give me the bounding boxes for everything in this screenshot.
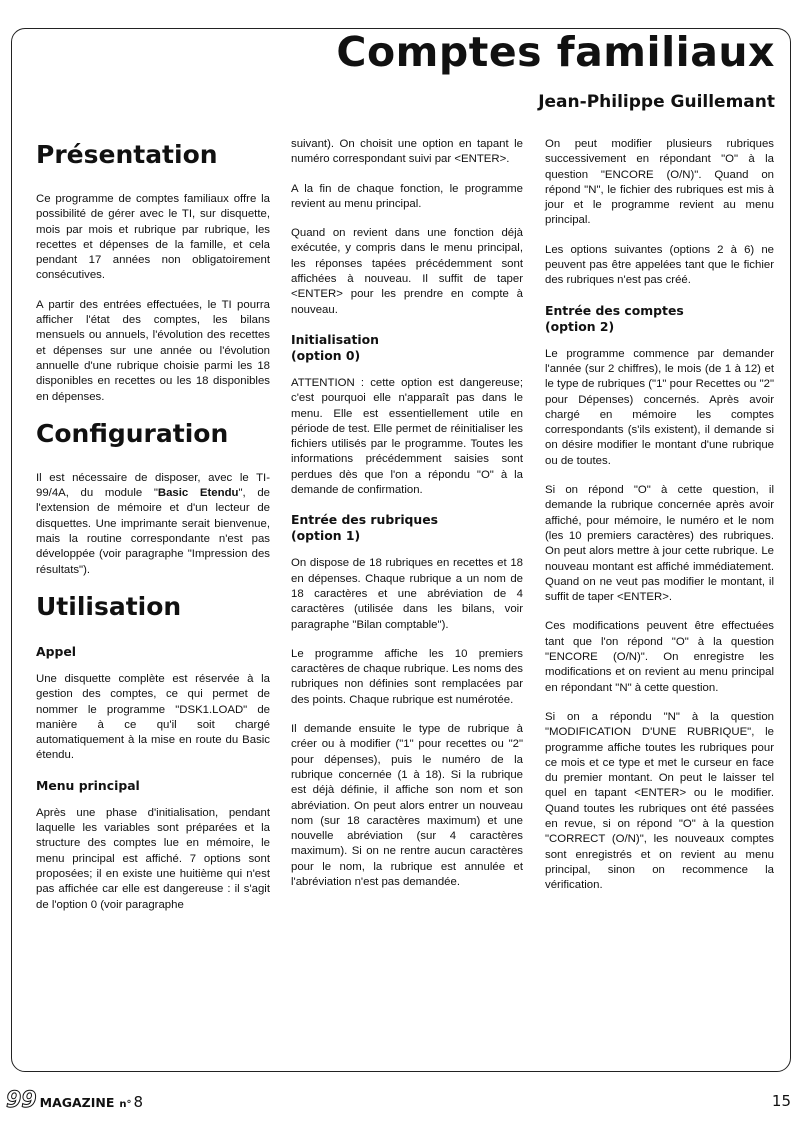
logo-number: 99	[6, 1088, 37, 1113]
paragraph: suivant). On choisit une option en tapant le numéro correspondant suivi par <ENTER>.	[291, 138, 523, 166]
subheading-line: Entrée des comptes	[545, 302, 684, 318]
subheading-entree-comptes	[545, 303, 774, 335]
subheading-line: Entrée des rubriques	[291, 512, 439, 528]
paragraph: Les options suivantes (options 2 à 6) ne peuvent pas être appelées tant que le fichier des rubriques n'est pas créé.	[545, 243, 774, 287]
paragraph: Le programme commence par demander l'année (sur 2 chiffres), le mois (de 1 à 12) et le type de rubriques ("1" pour Recettes ou "2" pour Dépenses) concernés. Après avoir chargé en mémoire les comptes correspondants (s'ils existent), il demande si on désire modifier le montant d'une rubrique ou de toutes.	[545, 347, 774, 467]
paragraph: Une disquette complète est réservée à la gestion des comptes, ce qui permet de nommer le programme "DSK1.LOAD" de manière à ce qu'il soit chargé automatiquement à la mise en route du Basic étendu.	[36, 672, 270, 762]
article-author: Jean-Philippe Guillemant	[538, 92, 775, 112]
paragraph: ATTENTION : cette option est dangereuse; c'est pourquoi elle n'apparaît pas dans le menu. Elle est essentiellement utile en période de test. Elle permet de réinitialiser les fichiers utilisés par le programme. Toutes les informations précédemment saisies sont perdues dès que l'on a répondu "O" à la demande de confirmation.	[291, 376, 523, 497]
column-2	[291, 137, 523, 890]
subheading-line: Initialisation	[291, 331, 379, 347]
subheading-line: (option 2)	[545, 318, 615, 334]
text-run: ", de l'extension de mémoire et d'un lecteur de disquettes. Une imprimante serait bienvenue, mais la routine correspondante n'est pas développée (voir paragraphe "Impression des résultats").	[36, 487, 270, 576]
paragraph: Il demande ensuite le type de rubrique à créer ou à modifier ("1" pour recettes ou "2" pour dépenses), puis le numéro de la rubrique concernée (1 à 18). Si la rubrique est déjà définie, il affiche son nom et son abréviation. On peut alors entrer un nouveau nom (sur 18 caractères maximum) et une nouvelle abréviation (sur 4 caractères maximum). Si on ne rentre aucun caractères pour le nom, la rubrique est annulée et l'abréviation n'est pas demandée.	[291, 723, 523, 888]
page-number: 15	[771, 1092, 791, 1110]
subheading-appel: Appel	[36, 643, 76, 659]
subheading-line: (option 1)	[291, 528, 361, 544]
subheading-menu-principal: Menu principal	[36, 777, 140, 793]
logo-text: MAGAZINE	[39, 1095, 115, 1110]
paragraph: Le programme affiche les 10 premiers caractères de chaque rubrique. Les noms des rubriques non définies sont remplacées par des points. Chaque rubrique est numérotée.	[291, 647, 523, 706]
heading-presentation: Présentation	[36, 140, 218, 169]
paragraph: Si on a répondu "N" à la question "MODIFICATION D'UNE RUBRIQUE", le programme affiche toutes les rubriques pour ce mois et ce type et met le curseur en face du premier montant. On peut le laisser tel quel en tapant <ENTER> ou le modifier. Quand toutes les rubriques ont été passées en revue, si on répond "O" à la question "CORRECT (O/N)", les nouveaux comptes sont enregistrés et on revient au menu principal, sinon on recommence la vérification.	[545, 710, 774, 892]
subheading-initialisation	[291, 332, 523, 364]
magazine-logo	[6, 1088, 143, 1113]
issue-number: 8	[133, 1093, 144, 1111]
column-3	[545, 137, 774, 893]
paragraph: Après une phase d'initialisation, pendant laquelle les variables sont préparées et la structure des comptes lue en mémoire, le menu principal est affiché. 7 options sont proposées; il en existe une huitième qui n'est pas affichée car elle est dangereuse : il s'agit de l'option 0 (voir paragraphe	[36, 806, 270, 911]
article-title: Comptes familiaux	[336, 28, 775, 76]
paragraph: A partir des entrées effectuées, le TI pourra afficher l'état des comptes, les bilans mensuels ou annuels, l'évolution des recettes et dépenses sur une année ou l'évolution annuelle d'une rubrique choisie parmi les 18 disponibles en recettes ou les 18 disponibles en dépenses.	[36, 298, 270, 403]
paragraph: On dispose de 18 rubriques en recettes et 18 en dépenses. Chaque rubrique a un nom de 18 caractères et une abréviation de 4 caractères (utilisée dans les bilans, voir paragraphe "Bilan comptable").	[291, 557, 523, 631]
paragraph: Ce programme de comptes familiaux offre la possibilité de gérer avec le TI, sur disquette, mois par mois et rubrique par rubrique, les recettes et dépenses de la famille, et cela pendant 17 années non obligatoirement consécutives.	[36, 193, 270, 282]
paragraph: On peut modifier plusieurs rubriques successivement en répondant "O" à la question "ENCORE (O/N)". Quand on répond "N", le fichier des rubriques est mis à jour et le programme revient au menu principal.	[545, 138, 774, 227]
paragraph: A la fin de chaque fonction, le programme revient au menu principal.	[291, 182, 523, 210]
module-name: Basic Etendu	[157, 487, 239, 500]
issue-prefix: n°	[119, 1099, 132, 1110]
paragraph: Quand on revient dans une fonction déjà exécutée, y compris dans le menu principal, les réponses tapées précédemment sont affichées à nouveau. Il suffit de taper <ENTER> pour les prendre en compte à nouveau.	[291, 227, 523, 316]
paragraph: Si on répond "O" à cette question, il demande la rubrique concernée après avoir affiché, pour mémoire, le numéro et le nom (les 10 premiers caractères) des rubriques. On peut alors mettre à jour cette rubrique. Le nouveau montant est affiché immédiatement. Quand on ne veut pas modifier le montant, il suffit de taper <ENTER>.	[545, 484, 774, 604]
paragraph	[36, 471, 270, 578]
heading-configuration: Configuration	[36, 418, 229, 448]
column-1	[36, 136, 270, 913]
subheading-line: (option 0)	[291, 347, 361, 363]
heading-utilisation: Utilisation	[36, 591, 182, 621]
paragraph: Ces modifications peuvent être effectuées tant que l'on répond "O" à la question "ENCORE (O/N)". On enregistre les modifications et on revient au menu principal en répondant "N" à cette question.	[545, 620, 774, 694]
subheading-entree-rubriques	[291, 512, 523, 544]
text-run: Il est nécessaire de disposer, avec le TI-99/4A, du module "	[36, 471, 270, 500]
